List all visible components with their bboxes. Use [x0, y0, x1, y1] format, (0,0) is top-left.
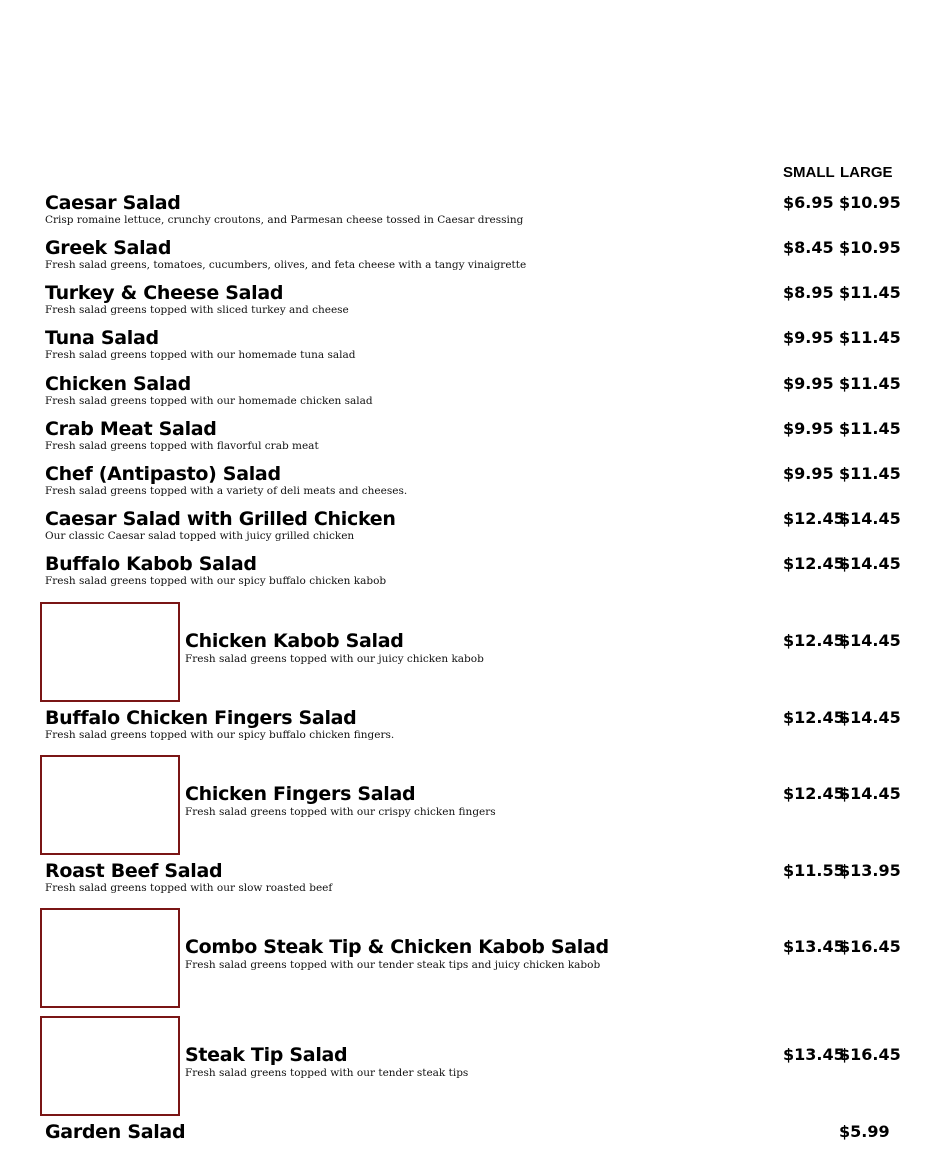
item-name: Chef (Antipasto) Salad	[45, 463, 281, 485]
small-price: $9.95	[783, 464, 834, 483]
small-size-header: SMALL	[783, 164, 835, 181]
item-name: Crab Meat Salad	[45, 418, 217, 440]
small-price: $9.95	[783, 328, 834, 347]
item-name: Chicken Kabob Salad	[185, 630, 404, 652]
item-description: Fresh salad greens topped with our juicy chicken kabob	[185, 653, 484, 665]
item-description: Fresh salad greens topped with our slow roasted beef	[45, 882, 333, 894]
item-description: Fresh salad greens, tomatoes, cucumbers, olives, and feta cheese with a tangy vinaigrette	[45, 259, 527, 271]
item-name: Tuna Salad	[45, 327, 159, 349]
small-price: $12.45	[783, 554, 845, 573]
item-description: Fresh salad greens topped with a variety of deli meats and cheeses.	[45, 485, 408, 497]
small-price: $8.95	[783, 283, 834, 302]
large-size-header: LARGE	[840, 164, 893, 181]
large-price: $11.45	[839, 464, 901, 483]
item-description: Fresh salad greens topped with our spicy buffalo chicken fingers.	[45, 729, 395, 741]
item-name: Turkey & Cheese Salad	[45, 282, 284, 304]
item-description: Fresh salad greens topped with flavorful crab meat	[45, 440, 319, 452]
small-price: $12.45	[783, 509, 845, 528]
small-price: $6.95	[783, 193, 834, 212]
item-photo-placeholder	[40, 602, 180, 702]
small-price: $8.45	[783, 238, 834, 257]
large-price: $14.45	[839, 784, 901, 803]
item-description: Fresh salad greens topped with our spicy buffalo chicken kabob	[45, 575, 387, 587]
item-name: Caesar Salad with Grilled Chicken	[45, 508, 396, 530]
small-price: $12.45	[783, 708, 845, 727]
small-price: $13.45	[783, 1045, 845, 1064]
item-description: Our classic Caesar salad topped with juicy grilled chicken	[45, 530, 355, 542]
large-price: $10.95	[839, 238, 901, 257]
large-price: $16.45	[839, 1045, 901, 1064]
item-name: Greek Salad	[45, 237, 172, 259]
item-name: Caesar Salad	[45, 192, 181, 214]
large-price: $11.45	[839, 328, 901, 347]
small-price: $9.95	[783, 374, 834, 393]
item-description: Fresh salad greens topped with our homemade chicken salad	[45, 395, 373, 407]
item-description: Fresh salad greens topped with our tender steak tips	[185, 1067, 469, 1079]
large-price: $11.45	[839, 374, 901, 393]
small-price: $11.55	[783, 861, 845, 880]
item-name: Chicken Fingers Salad	[185, 783, 416, 805]
large-price: $14.45	[839, 509, 901, 528]
item-name: Buffalo Chicken Fingers Salad	[45, 707, 357, 729]
item-description: Fresh salad greens topped with our crispy chicken fingers	[185, 806, 496, 818]
large-price: $11.45	[839, 419, 901, 438]
item-name: Buffalo Kabob Salad	[45, 553, 257, 575]
item-description: Fresh salad greens topped with sliced turkey and cheese	[45, 304, 349, 316]
large-price: $5.99	[839, 1122, 890, 1141]
small-price: $12.45	[783, 784, 845, 803]
item-photo-placeholder	[40, 755, 180, 855]
item-name: Steak Tip Salad	[185, 1044, 348, 1066]
large-price: $14.45	[839, 631, 901, 650]
item-photo-placeholder	[40, 908, 180, 1008]
small-price: $12.45	[783, 631, 845, 650]
large-price: $16.45	[839, 937, 901, 956]
large-price: $14.45	[839, 554, 901, 573]
small-price: $9.95	[783, 419, 834, 438]
item-name: Combo Steak Tip & Chicken Kabob Salad	[185, 936, 609, 958]
large-price: $11.45	[839, 283, 901, 302]
item-description: Fresh salad greens topped with our tender steak tips and juicy chicken kabob	[185, 959, 601, 971]
item-name: Garden Salad	[45, 1121, 186, 1143]
large-price: $13.95	[839, 861, 901, 880]
item-name: Roast Beef Salad	[45, 860, 223, 882]
item-description: Fresh salad greens topped with our homemade tuna salad	[45, 349, 356, 361]
large-price: $14.45	[839, 708, 901, 727]
item-name: Chicken Salad	[45, 373, 191, 395]
large-price: $10.95	[839, 193, 901, 212]
small-price: $13.45	[783, 937, 845, 956]
price-column-headers	[776, 164, 900, 186]
item-description: Crisp romaine lettuce, crunchy croutons, and Parmesan cheese tossed in Caesar dressing	[45, 214, 524, 226]
item-photo-placeholder	[40, 1016, 180, 1116]
